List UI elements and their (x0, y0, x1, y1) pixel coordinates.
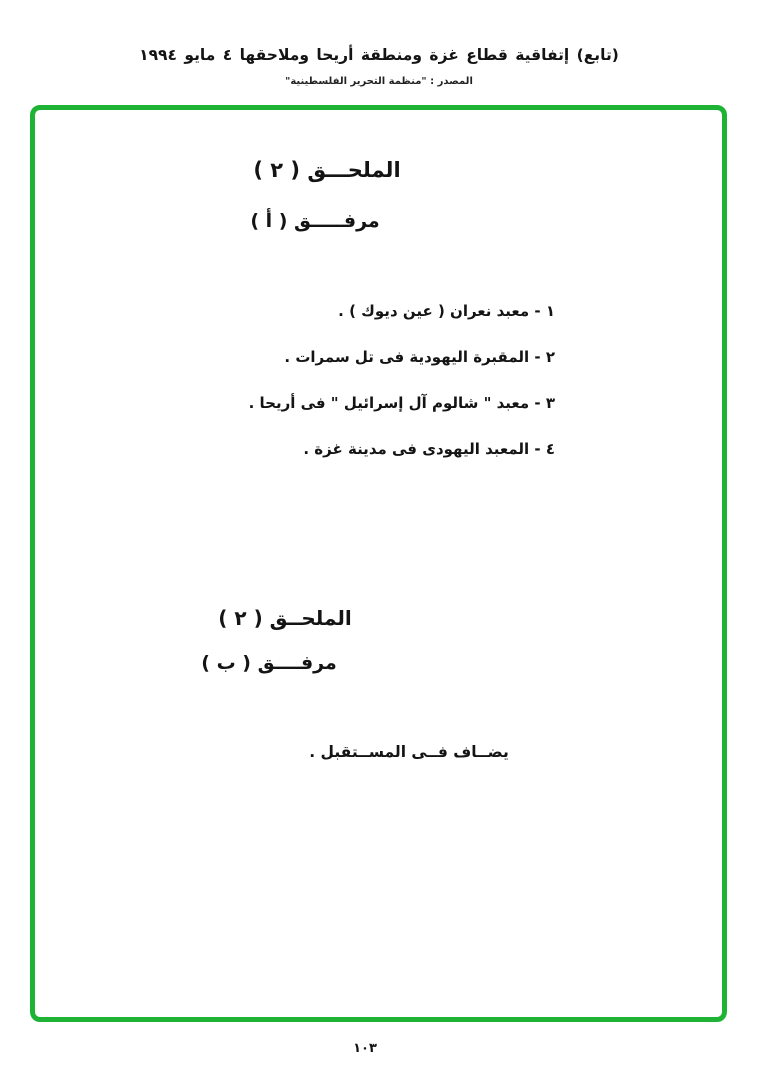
annex-a-list (249, 303, 555, 487)
page-number: ١٠٣ (353, 1041, 377, 1056)
annex-a-title: الملحـــق ( ٢ ) (253, 158, 401, 182)
header-title: (تابع) إتفاقية قطاع غزة ومنطقة أريحا وملاحقها ٤ مايو ١٩٩٤ (139, 46, 619, 64)
annex-a-subtitle: مرفـــــق ( أ ) (250, 210, 380, 232)
annex-b-title: الملحــق ( ٢ ) (218, 606, 352, 630)
list-item: ٢ - المقبرة اليهودية فى تل سمرات . (284, 348, 555, 366)
header-source-line: المصدر : "منظمة التحرير الفلسطينية" (285, 76, 473, 87)
annex-b-subtitle: مرفــــق ( ب ) (201, 652, 337, 674)
list-item: ٣ - معبد " شالوم آل إسرائيل " فى أريحا . (248, 394, 555, 412)
green-frame (30, 105, 727, 1022)
annex-b-body-text: يضــاف فــى المســتقبل . (309, 743, 509, 761)
list-item: ٤ - المعبد اليهودى فى مدينة غزة . (303, 440, 555, 458)
list-item: ١ - معبد نعران ( عين ديوك ) . (338, 302, 555, 320)
